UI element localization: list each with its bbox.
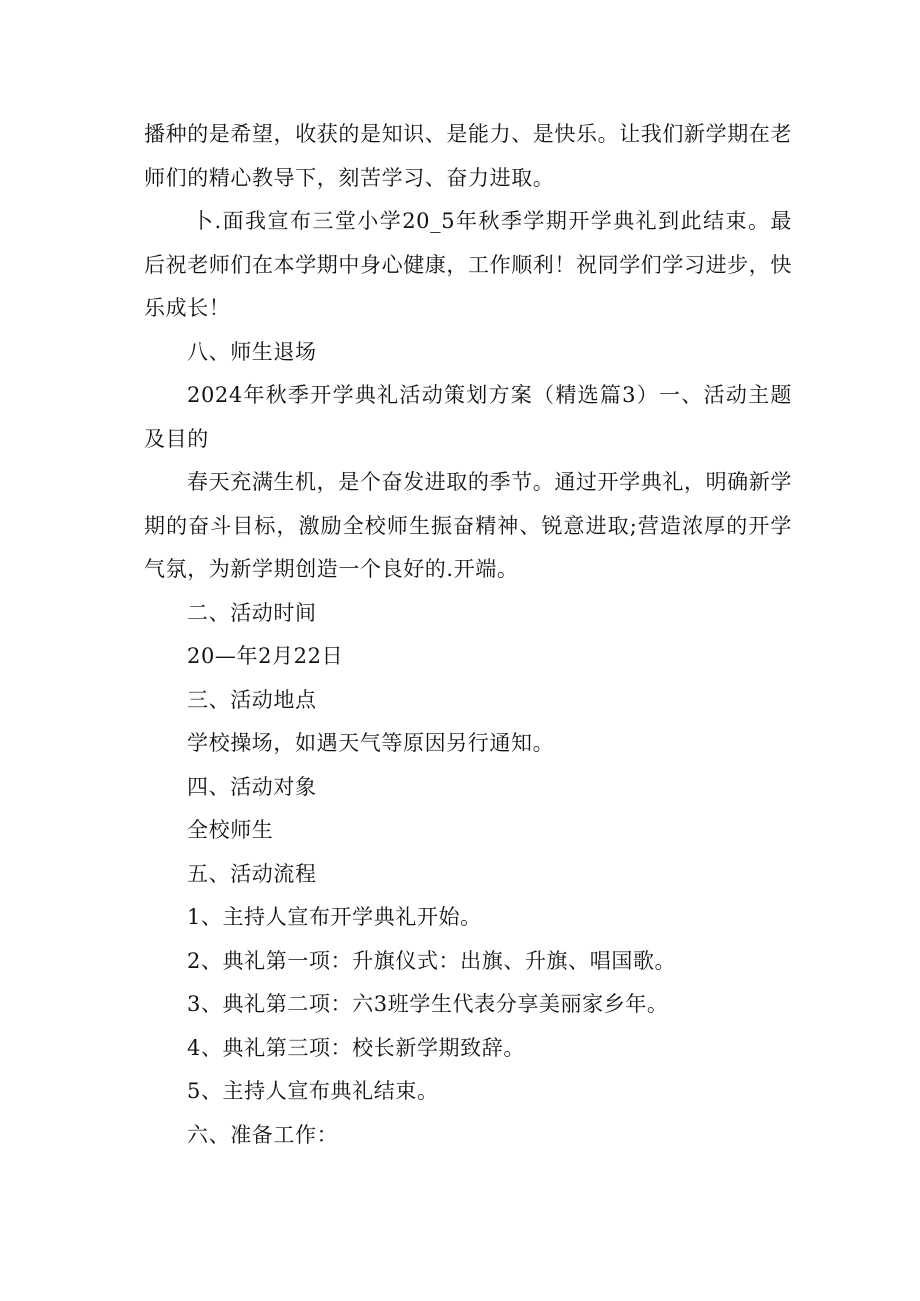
heading-activity-location: 三、活动地点 [187,687,317,712]
list-item-process-5: 5、主持人宣布典礼结束。 [187,1079,439,1103]
paragraph-target-detail: 全校师生 [187,818,274,842]
heading-activity-target: 四、活动对象 [187,774,317,799]
heading-teachers-students-exit: 八、师生退场 [187,339,317,364]
paragraph-closing-wish: 播种的是希望，收获的是知识、是能力、是快乐。让我们新学期在老师们的精心教导下，刻苦学习、奋力进取。 [144,122,792,190]
list-item-process-1: 1、主持人宣布开学典礼开始。 [187,905,482,929]
list-item-process-3: 3、典礼第二项：六3班学生代表分享美丽家乡年。 [187,992,669,1016]
heading-activity-time: 二、活动时间 [187,600,317,625]
list-item-process-2: 2、典礼第一项：升旗仪式：出旗、升旗、唱国歌。 [187,948,677,973]
paragraph-activity-date: 20—年2月22日 [187,644,344,668]
heading-preparation-work: 六、准备工作： [187,1122,339,1147]
paragraph-theme-purpose: 春天充满生机，是个奋发进取的季节。通过开学典礼，明确新学期的奋斗目标，激励全校师生振奋精神、锐意进取;营造浓厚的开学气氛，为新学期创造一个良好的.开端。 [144,470,792,581]
paragraph-location-detail: 学校操场，如遇天气等原因另行通知。 [187,731,555,755]
list-item-process-4: 4、典礼第三项：校长新学期致辞。 [187,1035,525,1060]
document-body [144,113,792,1157]
paragraph-ceremony-end: 卜.面我宣布三堂小学20_5年秋季学期开学典礼到此结束。最后祝老师们在本学期中身心健康，工作顺利！祝同学们学习进步，快乐成长！ [144,209,792,320]
heading-plan-title: 2024年秋季开学典礼活动策划方案（精选篇3）一、活动主题及目的 [144,383,792,451]
heading-activity-process: 五、活动流程 [187,861,317,886]
